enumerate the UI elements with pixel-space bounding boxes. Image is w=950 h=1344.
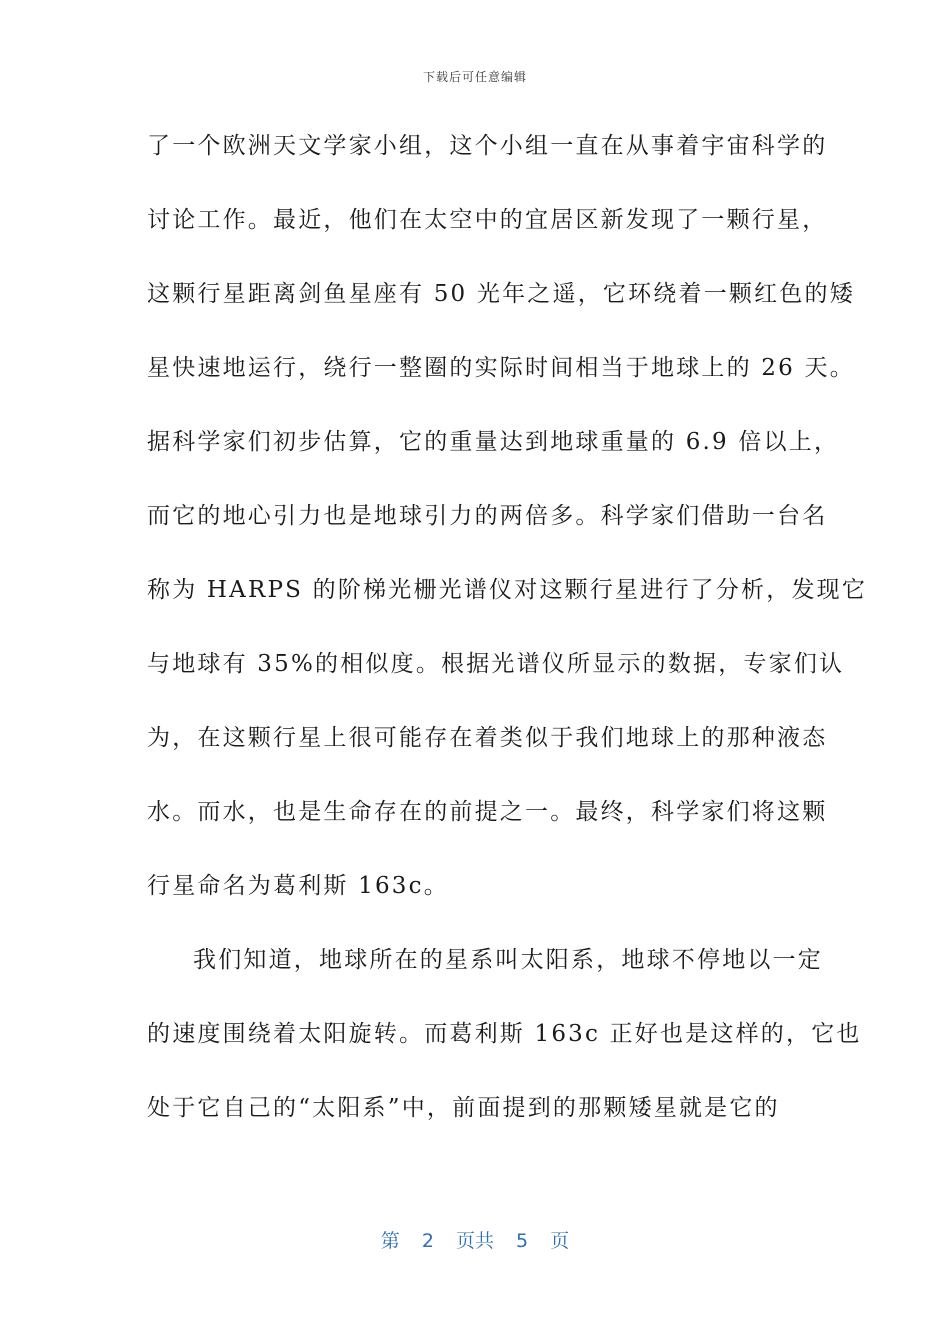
text-line: 了一个欧洲天文学家小组，这个小组一直在从事着宇宙科学的: [147, 133, 828, 159]
text-line: 的速度围绕着太阳旋转。而葛利斯 163c 正好也是这样的，它也: [147, 1021, 862, 1047]
text-line: 为，在这颗行星上很可能存在着类似于我们地球上的那种液态: [147, 725, 828, 751]
text-line: 与地球有 35%的相似度。根据光谱仪所显示的数据，专家们认: [147, 651, 845, 677]
page-footer: [0, 1226, 950, 1253]
paragraph-first-line: 我们知道，地球所在的星系叫太阳系，地球不停地以一定: [193, 947, 823, 973]
text-line: 星快速地运行，绕行一整圈的实际时间相当于地球上的 26 天。: [147, 355, 855, 381]
total-page-number: 5: [516, 1230, 529, 1252]
page-label-suffix: 页: [550, 1230, 570, 1252]
text-line: 行星命名为葛利斯 163c。: [147, 873, 449, 899]
document-body: [147, 122, 868, 1158]
text-line: 据科学家们初步估算，它的重量达到地球重量的 6.9 倍以上，: [147, 429, 840, 455]
page-label-prefix: 第: [380, 1230, 400, 1252]
current-page-number: 2: [421, 1230, 434, 1252]
text-line: 讨论工作。最近，他们在太空中的宜居区新发现了一颗行星，: [147, 207, 828, 233]
header-note: 下载后可任意编辑: [422, 70, 527, 84]
text-line: 水。而水，也是生命存在的前提之一。最终，科学家们将这颗: [147, 799, 828, 825]
text-line: 而它的地心引力也是地球引力的两倍多。科学家们借助一台名: [147, 503, 828, 529]
text-line: 处于它自己的“太阳系”中，前面提到的那颗矮星就是它的: [147, 1095, 780, 1121]
text-line: 这颗行星距离剑鱼星座有 50 光年之遥，它环绕着一颗红色的矮: [147, 281, 855, 307]
text-line: 称为 HARPS 的阶梯光栅光谱仪对这颗行星进行了分析，发现它: [147, 577, 868, 603]
page-label-middle: 页共: [455, 1230, 494, 1252]
